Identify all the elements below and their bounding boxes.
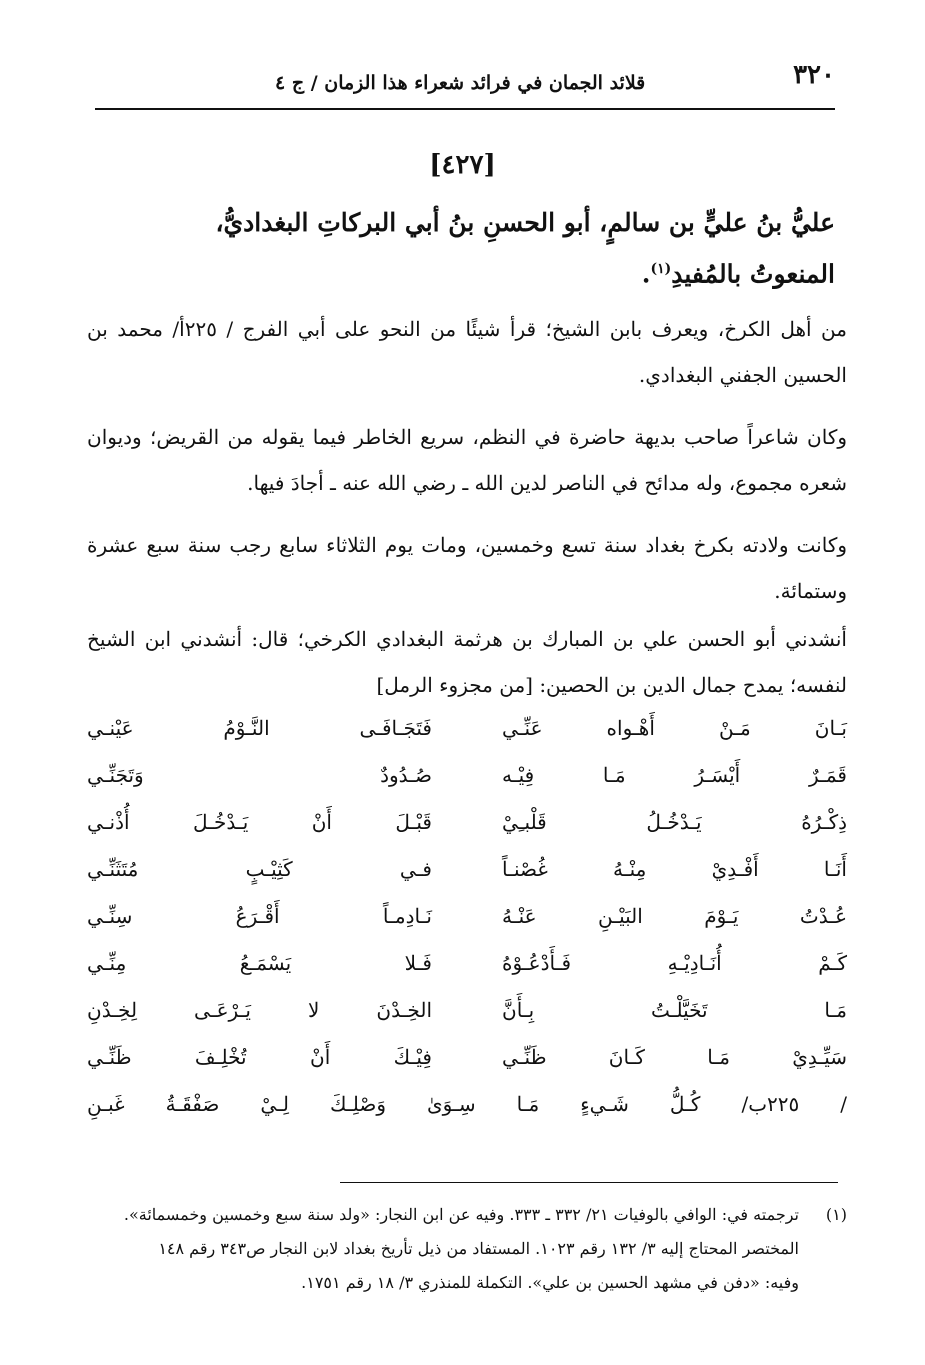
footnote — [87, 1198, 847, 1300]
paragraph-birth-death: وكانت ولادته بكرخ بغداد سنة تسع وخمسين، ومات يوم الثلاثاء سابع رجب سنة سبع عشرة وستمائة. — [87, 533, 847, 603]
verse-second-hemistich: فِيْـكَ أَنْ تُخْلِـفَ ظَنِّـي — [87, 1045, 432, 1069]
running-title: قلائد الجمان في فرائد شعراء هذا الزمان / ج ٤ — [275, 72, 646, 94]
verse-line — [87, 904, 847, 951]
verse-line — [87, 951, 847, 998]
poem — [87, 716, 847, 1139]
verse-second-hemistich: نَـادِمـاً أَقْـرَعُ سِنِّـي — [87, 904, 432, 928]
entry-title — [95, 200, 835, 297]
entry-title-line-2-text: المنعوتُ بالمُفيدِ — [671, 259, 835, 289]
verse-first-hemistich: ذِكْـرُهُ يَـدْخُـلُ قَلْبـِيْ — [502, 810, 847, 834]
verse-second-hemistich: قَبْـلَ أَنْ يَـدْخُـلَ أُذْنـي — [87, 810, 432, 834]
verse-line — [87, 998, 847, 1045]
footnote-line: المختصر المحتاج إليه ٣/ ١٣٢ رقم ١٠٢٣. المستفاد من ذيل تأريخ بغداد لابن النجار ص٣٤٣ رقم ١٤٨ — [158, 1239, 799, 1258]
verse-line — [87, 810, 847, 857]
footnote-divider — [340, 1182, 838, 1183]
verse-line — [87, 1045, 847, 1092]
paragraph-origin: من أهل الكرخ، ويعرف بابن الشيخ؛ قرأ شيئًا من النحو على أبي الفرج / ٢٢٥أ/ محمد بن الحسين الجفني البغدادي. — [87, 317, 847, 387]
verse-first-hemistich: كَـمْ أُنَـادِيْـهِ فَـأَدْعُـوْهُ — [502, 951, 847, 975]
entry-title-line-1: عليُّ بنُ عليٍّ بن سالمٍ، أبو الحسنِ بنُ أبي البركاتِ البغداديُّ، — [215, 208, 835, 237]
verse-second-hemistich: فَتَجَـافَـى النَّـوْمُ عَيْنـي — [87, 716, 432, 740]
paragraph-poet-description: وكان شاعراً صاحب بديهة حاضرة في النظم، سريع الخاطر فيما يقوله من القريض؛ وديوان شعره مجموع، وله مدائح في الناصر لدين الله ـ رضي الله عنه ـ أجادَ فيها. — [87, 425, 847, 495]
footnote-line: ترجمته في: الوافي بالوفيات ٢١/ ٣٣٢ ـ ٣٣٣. وفيه عن ابن النجار: «ولد سنة سبع وخمسين وخمسمائة». — [123, 1205, 799, 1224]
verse-line — [87, 857, 847, 904]
verse-second-hemistich: صُـدُودٌ وَتَجَنِّـي — [87, 763, 432, 787]
title-period: . — [641, 259, 651, 289]
verse-first-hemistich: مَـا تَخَيَّلْـتُ بِـأَنَّ — [502, 998, 847, 1022]
page-header — [95, 58, 835, 110]
verse-first-hemistich: بَـانَ مَـنْ أَهْـواه عَنِّـي — [502, 716, 847, 740]
entry-number: [٤٢٧] — [429, 150, 496, 180]
footnote-marker: (١) — [825, 1205, 847, 1224]
verse-second-hemistich: فَـلا يَسْمَـعُ مِنِّـي — [87, 951, 432, 975]
verse-line — [87, 763, 847, 810]
verse-first-hemistich: سَيِّـدِيْ مَـا كَـانَ ظَنِّـي — [502, 1045, 847, 1069]
verse-first-hemistich: عُـدْتُ يَـوْمَ البَيْـنِ عَنْـهُ — [502, 904, 847, 928]
verse-first-hemistich: قَمَـرٌ أَيْسَـرُ مَـا فِيْـه — [502, 763, 847, 787]
verse-second-hemistich: الخِـدْنَ لا يَـرْعَـى لِخِـدْنِ — [87, 998, 432, 1022]
verse-first-hemistich: أَنَـا أَفْـدِيْ مِنْـهُ غُصْنـاً — [502, 857, 847, 881]
footnote-reference: (١) — [650, 261, 672, 277]
verse-second-hemistich: فـي كَثِيْـبٍ مُتَثَنِّـي — [87, 857, 432, 881]
footnote-line: وفيه: «دفن في مشهد الحسين بن علي». التكملة للمنذري ٣/ ١٨ رقم ١٧٥١. — [301, 1273, 799, 1292]
verse-line-final — [87, 1092, 847, 1139]
entry-title-line-2 — [95, 246, 835, 297]
verse-full-line: / ٢٢٥ب/ كُـلُّ شَـيءٍ مَـا سِـوَىٰ وَصْلِـكَ لِـيْ صَفْقَـةُ غَبـنِ — [87, 1092, 847, 1116]
paragraph-recitation: أنشدني أبو الحسن علي بن المبارك بن هرثمة البغدادي الكرخي؛ قال: أنشدني ابن الشيخ لنفسه؛ يمدح جمال الدين بن الحصين: [من مجزوء الرمل] — [87, 627, 847, 697]
page-number: ٣٢٠ — [793, 60, 835, 90]
verse-line — [87, 716, 847, 763]
